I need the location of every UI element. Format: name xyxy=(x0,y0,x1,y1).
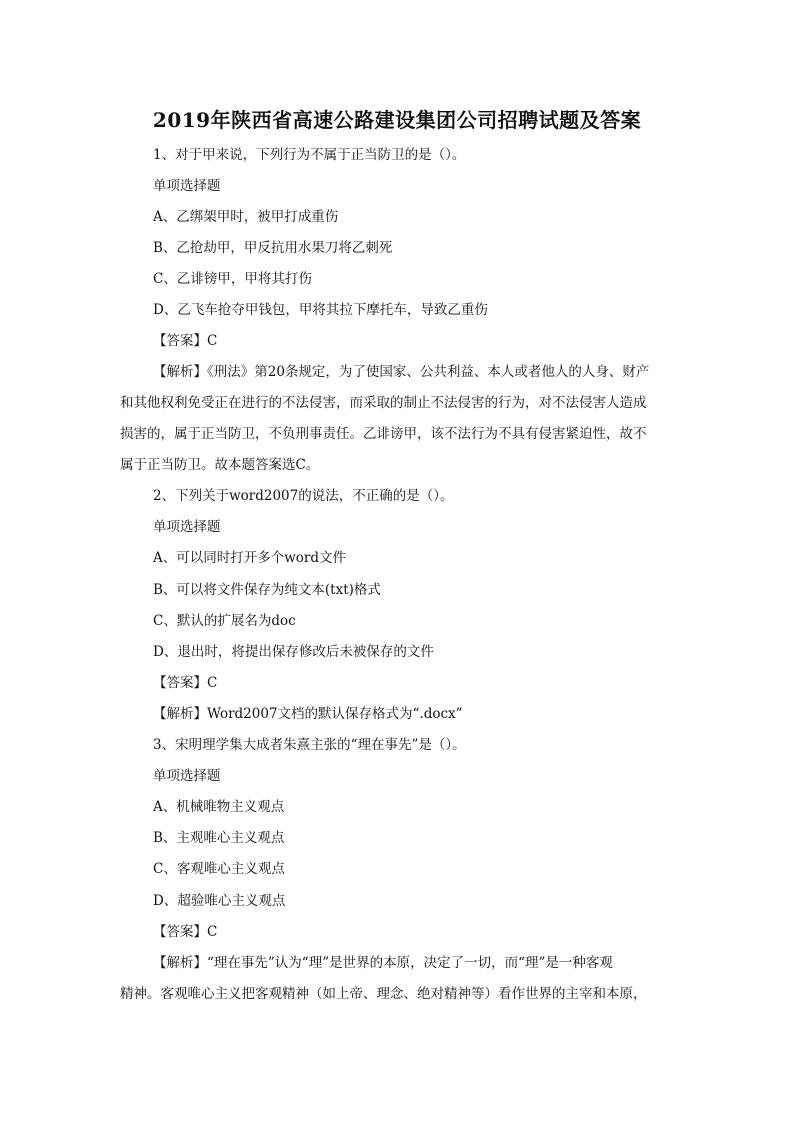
question-3-analysis-line-2: 精神。客观唯心主义把客观精神（如上帝、理念、绝对精神等）看作世界的主宰和本原， xyxy=(120,986,647,1002)
question-2-option-a: A、可以同时打开多个word文件 xyxy=(153,550,347,566)
question-2-option-b: B、可以将文件保存为纯文本(txt)格式 xyxy=(153,582,381,598)
question-3-option-a: A、机械唯物主义观点 xyxy=(153,799,285,815)
question-1-analysis-line-3: 损害的，属于正当防卫，不负刑事责任。乙诽谤甲，该不法行为不具有侵害紧迫性，故不 xyxy=(120,426,647,442)
question-3-option-d: D、超验唯心主义观点 xyxy=(153,893,286,909)
question-1-option-a: A、乙绑架甲时，被甲打成重伤 xyxy=(153,209,339,225)
question-1-analysis-line-2: 和其他权利免受正在进行的不法侵害，而采取的制止不法侵害的行为，对不法侵害人造成 xyxy=(120,395,647,411)
question-2-analysis-line-1: 【解析】Word2007文档的默认保存格式为“.docx” xyxy=(153,706,463,722)
question-3-option-c: C、客观唯心主义观点 xyxy=(153,861,285,877)
question-2-answer: 【答案】C xyxy=(153,675,218,691)
question-1-type: 单项选择题 xyxy=(153,178,221,194)
question-2-stem: 2、下列关于word2007的说法，不正确的是（）。 xyxy=(153,488,454,504)
question-1-answer: 【答案】C xyxy=(153,333,218,349)
question-3-stem: 3、宋明理学集大成者朱熹主张的“理在事先”是（）。 xyxy=(153,737,466,753)
question-1-analysis-line-1: 【解析】《刑法》第20条规定，为了使国家、公共利益、本人或者他人的人身、财产 xyxy=(153,364,650,380)
question-1-analysis-line-4: 属于正当防卫。故本题答案选C。 xyxy=(120,457,320,473)
document-title: 2019年陕西省高速公路建设集团公司招聘试题及答案 xyxy=(152,108,642,132)
question-1-option-c: C、乙诽镑甲，甲将其打伤 xyxy=(153,271,312,287)
question-1-option-d: D、乙飞车抢夺甲钱包，甲将其拉下摩托车，导致乙重伤 xyxy=(153,302,488,318)
question-3-analysis-line-1: 【解析】“理在事先”认为“理”是世界的本原，决定了一切，而“理”是一种客观 xyxy=(153,955,613,971)
question-1-option-b: B、乙抢劫甲，甲反抗用水果刀将乙刺死 xyxy=(153,240,393,256)
question-2-option-d: D、退出时，将提出保存修改后未被保存的文件 xyxy=(153,644,434,660)
question-2-option-c: C、默认的扩展名为doc xyxy=(153,613,296,629)
question-3-answer: 【答案】C xyxy=(153,924,218,940)
question-3-option-b: B、主观唯心主义观点 xyxy=(153,830,285,846)
question-3-type: 单项选择题 xyxy=(153,768,221,784)
question-2-type: 单项选择题 xyxy=(153,519,221,535)
question-1-stem: 1、对于甲来说，下列行为不属于正当防卫的是（）。 xyxy=(153,147,466,163)
